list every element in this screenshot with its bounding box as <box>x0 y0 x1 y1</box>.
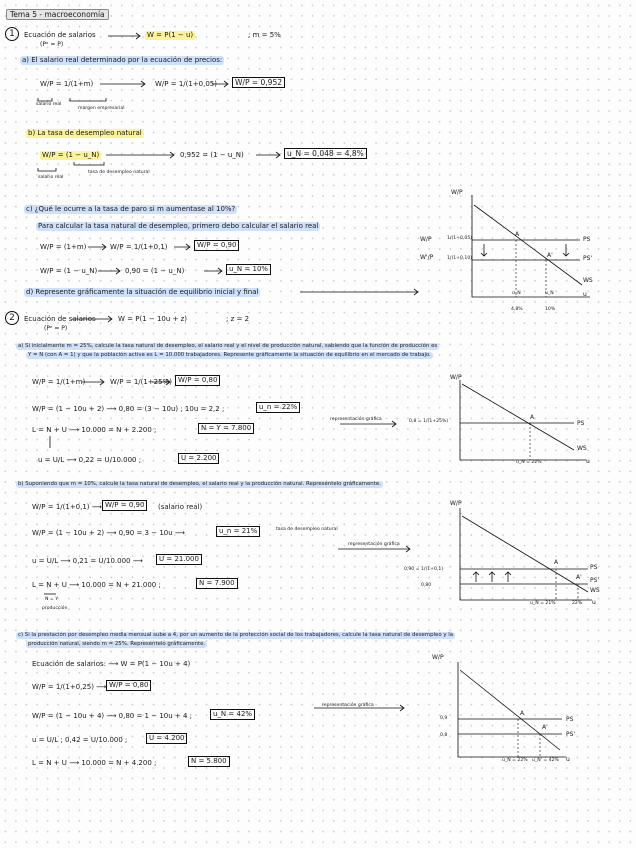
formula: W/P = 1/(1+0,1) <box>110 243 168 251</box>
result-box: U = 21.000 <box>156 554 202 565</box>
result-box: U = 4.200 <box>146 733 187 744</box>
axis-label-x: u <box>583 291 587 298</box>
formula: 0,90 = (1 − u_N) <box>125 267 185 275</box>
curve-label: PS <box>566 716 574 723</box>
point-label: A <box>554 559 559 566</box>
axis-label-y: W/P <box>432 654 444 661</box>
part-c-label: c) ¿Qué le ocurre a la tasa de paro si m aumentase al 10%? <box>26 205 236 213</box>
arrow-icon <box>108 33 140 39</box>
curve-label: WS <box>590 587 600 594</box>
formula: W/P = (1 − 10u + 2) ⟶ 0,80 = (3 − 10u) ; 10u = 2,2 ; <box>32 405 225 413</box>
arrow-icon <box>88 244 106 250</box>
part-c-statement: c) Si la prestación por desempleo media mensual sube a 4, por un aumento de la protección social de los trabajadores, calcule la tasa natural de desempleo y la <box>18 632 454 638</box>
point-label: A <box>515 231 520 238</box>
formula: W/P = 1/(1+m) <box>40 80 94 88</box>
annotation: salario real <box>38 175 64 180</box>
part-d-label: d) Represente gráficamente la situación de equilibrio inicial y final <box>26 288 259 296</box>
arrow-icon <box>100 81 145 87</box>
formula: W/P = 1/(1+0,1) ⟶ <box>32 503 102 511</box>
result-box: u_N = 42% <box>210 709 255 720</box>
arrow-icon <box>106 152 174 158</box>
axis-tick: u_N = 21% <box>530 601 556 606</box>
axis-tick: u_N <box>512 291 521 296</box>
guide-lines <box>516 240 546 297</box>
part-a-label: a) El salario real determinado por la ecuación de precios: <box>22 56 223 64</box>
formula: W/P = (1 − u_N) <box>42 151 100 159</box>
annotation: tasa de desempleo natural <box>88 170 150 175</box>
point-label: A' <box>542 724 548 731</box>
part-b-label: b) La tasa de desempleo natural <box>28 129 142 137</box>
formula: L = N + U ⟶ 10.000 = N + 2.200 ; <box>32 426 157 434</box>
axis-tick: 0,9 <box>440 716 448 721</box>
arrow-icon <box>340 421 396 427</box>
formula: W/P = 1/(1+25%) <box>110 378 172 386</box>
curve-label: PS <box>590 564 598 571</box>
arrow-icon <box>174 244 190 250</box>
axis-label-y: W/P <box>450 500 462 507</box>
result-box: N = Y = 7.800 <box>198 423 254 434</box>
axis-tick: 1/(1+0,10) <box>447 256 473 261</box>
wage-equation: W = P(1 − 10u + z) <box>118 315 188 323</box>
shock-value: ; z = 2 <box>226 315 250 323</box>
underbrace-icon <box>38 162 104 171</box>
formula: W/P = 1/(1+0,05) <box>155 80 217 88</box>
axis-tick: u_N = 22% <box>516 460 542 465</box>
curve-label: PS' <box>583 255 593 262</box>
result-box: u_N = 0,048 = 4,8% <box>284 148 367 159</box>
arrow-icon <box>98 268 120 274</box>
ws-curve <box>462 384 574 450</box>
annotation: tasa de desempleo natural <box>276 527 338 532</box>
graph-axes <box>458 662 566 757</box>
result-box: W/P = 0,90 <box>194 240 239 251</box>
arrow-icon <box>212 81 228 87</box>
result-box: W/P = 0,80 <box>106 680 151 691</box>
wage-equation: W = P(1 − u) <box>147 31 194 39</box>
part-b-statement: b) Suponiendo que m = 10%, calcule la tasa natural de desempleo, el salario real y la producción natural. Represéntelo gráficamente. <box>18 481 381 487</box>
formula: 0,952 = (1 − u_N) <box>180 151 244 159</box>
part-a-statement: Y = N (con A = 1) y que la población activa es L = 10.000 trabajadores. Represente gráficamente la situación de equilibrio en el mercado de trabajo. <box>28 352 431 358</box>
part-a-statement: a) Si inicialmente m = 25%, calcule la tasa natural de desempleo, el salario real y el nivel de producción natural, sabiendo que la función de producción es <box>18 343 438 349</box>
result-box: u_n = 22% <box>256 402 300 413</box>
pe-condition: (Pᵉ = P) <box>44 325 68 332</box>
result-box: u_n = 21% <box>216 526 260 537</box>
formula: Ecuación de salarios: ⟶ W = P(1 − 10u + 4) <box>32 660 191 668</box>
arrow-icon <box>314 705 404 711</box>
arrow-icon <box>338 546 410 552</box>
formula: u = U/L ⟶ 0,21 = U/10.000 ⟶ <box>32 557 143 565</box>
ws-curve <box>462 516 588 592</box>
point-label: A <box>520 710 525 717</box>
curve-label: WS <box>577 445 587 452</box>
result-box: N = 7.900 <box>196 578 238 589</box>
point-label: A' <box>547 252 553 259</box>
axis-tick: 1/(1+0,05) <box>447 236 473 241</box>
result-box: W/P = 0,90 <box>102 500 147 511</box>
shift-arrow-icon <box>473 572 511 582</box>
graph-caption: representación gráfica <box>322 703 374 708</box>
point-label: A <box>530 414 535 421</box>
page-title: Tema 5 - macroeconomía <box>6 9 109 20</box>
result-box: N = 5.800 <box>188 756 230 767</box>
annotation: salario real <box>36 102 62 107</box>
arrow-icon <box>300 289 418 295</box>
formula: u = U/L ; 0,42 = U/10.000 ; <box>32 736 128 744</box>
curve-label: PS' <box>566 731 576 738</box>
arrow-icon <box>82 379 104 385</box>
point-label: A' <box>576 574 582 581</box>
axis-label-x: u <box>586 458 590 465</box>
graph-axes <box>460 508 592 600</box>
ws-curve <box>460 670 560 750</box>
result-box: U = 2.200 <box>178 453 219 464</box>
formula: L = N + U ⟶ 10.000 = N + 21.000 ; <box>32 581 161 589</box>
axis-label-x: u <box>592 599 596 606</box>
graph-axes <box>472 195 593 297</box>
axis-label-y: W/P <box>451 189 463 196</box>
axis-tick: u_N' = 42% <box>532 758 559 763</box>
graph-caption: representación gráfica <box>330 417 382 422</box>
curve-label: PS' <box>590 577 600 584</box>
curve-label: PS <box>577 420 585 427</box>
axis-tick: 22% <box>572 601 583 606</box>
curve-label: PS <box>583 236 591 243</box>
problem-number: 2 <box>5 311 19 325</box>
axis-tick: u_N <box>545 291 554 296</box>
formula: W/P = 1/(1+m) <box>32 378 86 386</box>
part-c-statement: producción natural, siendo m = 25%. Represéntelo gráficamente. <box>28 641 206 647</box>
formula: u = U/L ⟶ 0,22 = U/10.000 ; <box>38 456 142 464</box>
axis-label-y: W/P <box>450 374 462 381</box>
axis-tick: 10% <box>545 307 556 312</box>
annotation: producción <box>42 606 68 611</box>
result-box: u_N = 10% <box>226 264 271 275</box>
part-c-subtitle: Para calcular la tasa natural de desempleo, primero debo calcular el salario real <box>38 222 319 230</box>
axis-tick: 0,80 <box>421 583 432 588</box>
formula: W/P = (1+m) <box>40 243 87 251</box>
problem-heading: Ecuación de salarios <box>24 31 96 39</box>
formula: L = N + U ⟶ 10.000 = N + 4.200 ; <box>32 759 157 767</box>
arrow-icon <box>72 316 112 322</box>
axis-tick: 4,8% <box>511 307 523 312</box>
pe-condition: (Pᵉ = P) <box>40 41 64 48</box>
axis-label: W'/P <box>420 254 434 261</box>
underbrace-icon <box>38 98 106 101</box>
result-box: W/P = 0,80 <box>175 375 220 386</box>
guide-lines <box>556 569 578 600</box>
formula: W/P = (1 − 10u + 4) ⟶ 0,80 = 1 − 10u + 4 ; <box>32 712 193 720</box>
axis-tick: 0,8 = 1/(1+25%) <box>409 419 449 424</box>
axis-label-x: u <box>566 756 570 763</box>
formula: W/P = 1/(1+0,25) ⟶ <box>32 683 107 691</box>
arrow-icon <box>204 268 222 274</box>
axis-label: W/P <box>420 236 432 243</box>
axis-tick: 0,8 <box>440 733 448 738</box>
formula: W/P = (1 − u_N) <box>40 267 98 275</box>
shift-arrow-icon <box>481 244 569 256</box>
problem-heading: Ecuación de salarios <box>24 315 96 323</box>
curve-label: WS <box>583 277 593 284</box>
formula: W/P = (1 − 10u + 2) ⟶ 0,90 = 3 − 10u ⟶ <box>32 529 185 537</box>
arrow-icon <box>152 379 170 385</box>
axis-tick: u_N = 22% <box>502 758 528 763</box>
annotation: (salario real) <box>158 503 203 511</box>
arrow-icon <box>256 152 280 158</box>
annotation: margen empresarial <box>78 106 125 111</box>
axis-tick: 0,90 = 1/(1+0,1) <box>404 567 444 572</box>
result-box: W/P = 0,952 <box>232 77 285 88</box>
markup-value: ; m = 5% <box>248 31 281 39</box>
annotation: N = Y <box>45 597 59 602</box>
graph-caption: representación gráfica <box>348 542 400 547</box>
problem-number: 1 <box>5 27 19 41</box>
